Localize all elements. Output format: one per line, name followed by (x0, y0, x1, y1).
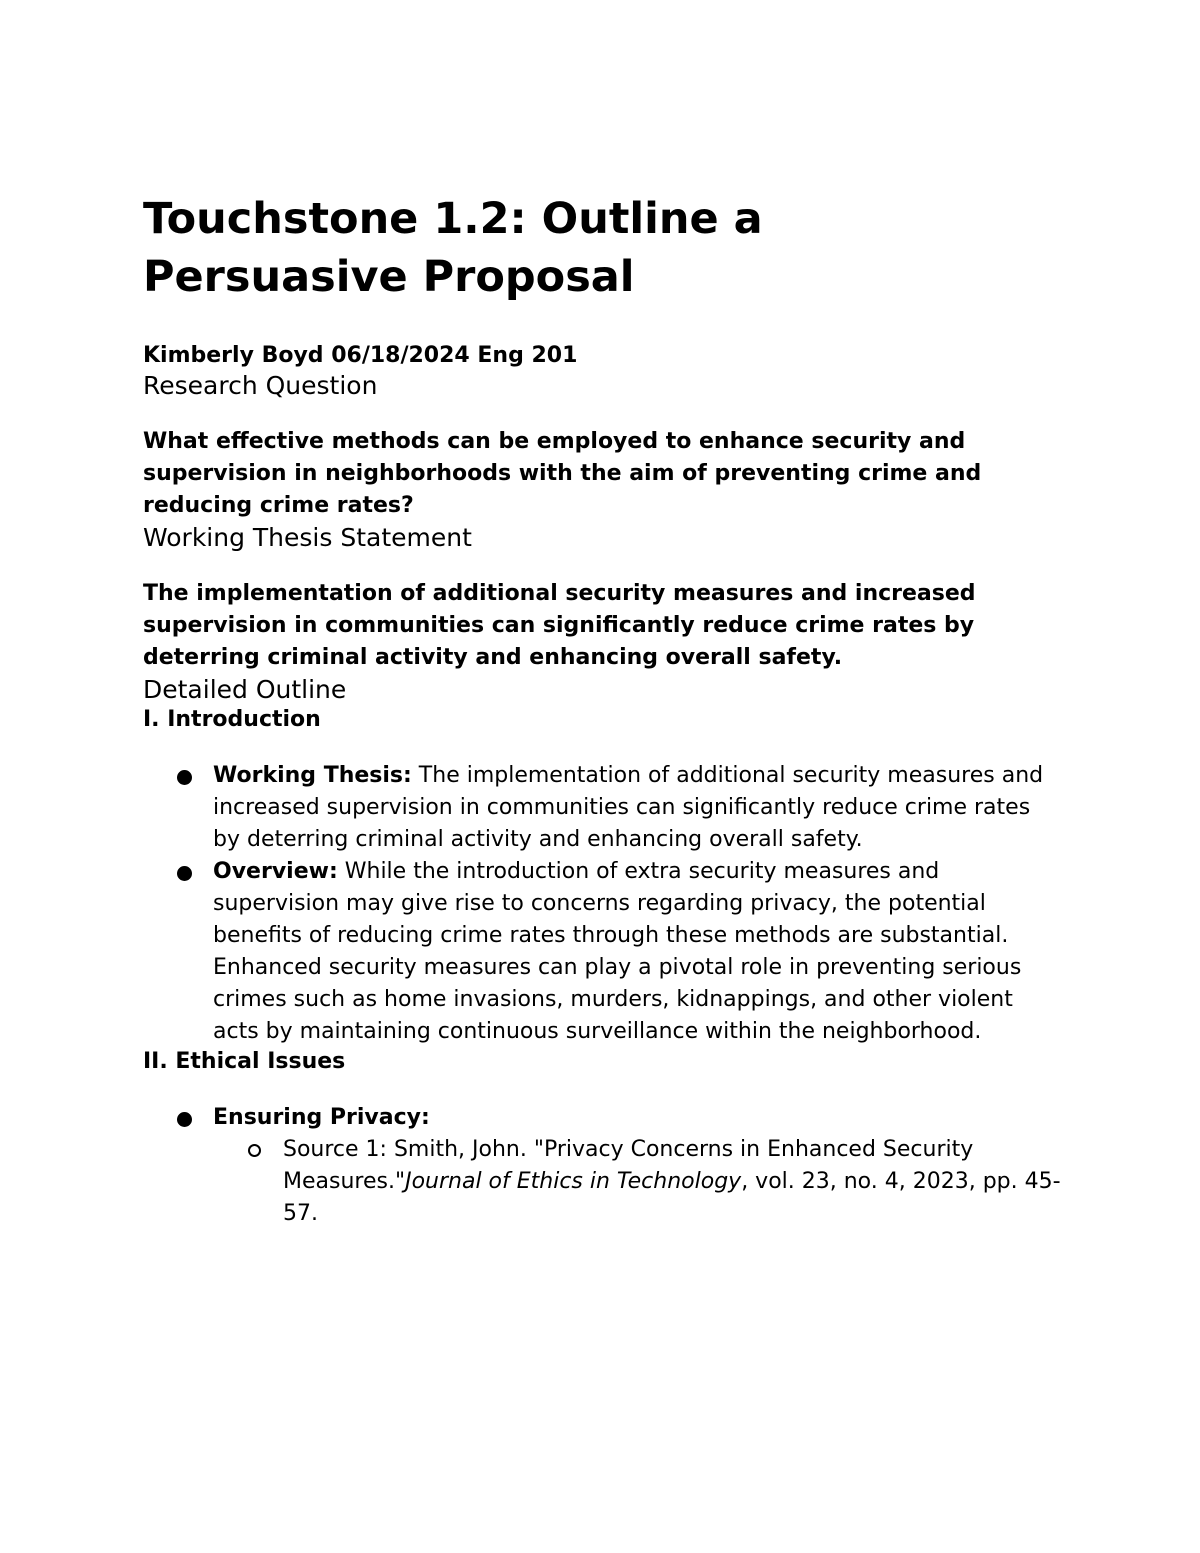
document-page (143, 190, 1063, 1230)
introduction-heading: I. Introduction (143, 707, 321, 732)
item-text: While the introduction of extra security measures and supervision may give rise to concerns regarding privacy, the potential benefits of reducing crime rates through these methods are substantial. Enhanced security measures can play a pivotal role in preventing serious crimes such as home invasions, murders, kidnappings, and other violent acts by maintaining continuous surveillance within the neighborhood. (213, 859, 1022, 1044)
working-thesis-text: The implementation of additional security measures and increased supervision in communities can significantly reduce crime rates by deterring criminal activity and enhancing overall safety. (143, 581, 976, 670)
item-label: Working Thesis: (213, 763, 412, 788)
introduction-list (143, 760, 1063, 1048)
working-thesis-heading: Working Thesis Statement (143, 523, 472, 552)
item-label: Ensuring Privacy: (213, 1105, 430, 1130)
title-line-2: Persuasive Proposal (143, 252, 635, 302)
list-item (143, 856, 1063, 1048)
filled-bullet-icon (177, 866, 192, 881)
source-citation-suffix: , vol. 23, no. 4, 2023, pp. 45-57. (283, 1169, 1061, 1226)
item-label: Overview: (213, 859, 338, 884)
research-question-text: What effective methods can be employed to enhance security and supervision in neighborhoods with the aim of preventing crime and reducing crime rates? (143, 429, 982, 518)
item-text: The implementation of additional security measures and increased supervision in communities can significantly reduce crime rates by deterring criminal activity and enhancing overall safety. (213, 763, 1044, 852)
list-item (143, 1102, 1063, 1230)
filled-bullet-icon (177, 1112, 192, 1127)
research-question-heading: Research Question (143, 371, 378, 400)
source-item (213, 1134, 1063, 1230)
title-line-1: Touchstone 1.2: Outline a (143, 194, 763, 244)
ethical-issues-list (143, 1102, 1063, 1230)
source-citation-prefix: Source 1: Smith, John. "Privacy Concerns in Enhanced Security Measures." (283, 1137, 974, 1194)
document-title (143, 190, 1063, 306)
ethical-issues-heading: II. Ethical Issues (143, 1049, 346, 1074)
hollow-bullet-icon (248, 1144, 261, 1157)
author-byline: Kimberly Boyd 06/18/2024 Eng 201 (143, 343, 578, 368)
sources-list (213, 1134, 1063, 1230)
source-journal-title: Journal of Ethics in Technology (405, 1169, 742, 1194)
detailed-outline-heading: Detailed Outline (143, 675, 347, 704)
list-item (143, 760, 1063, 856)
filled-bullet-icon (177, 770, 192, 785)
